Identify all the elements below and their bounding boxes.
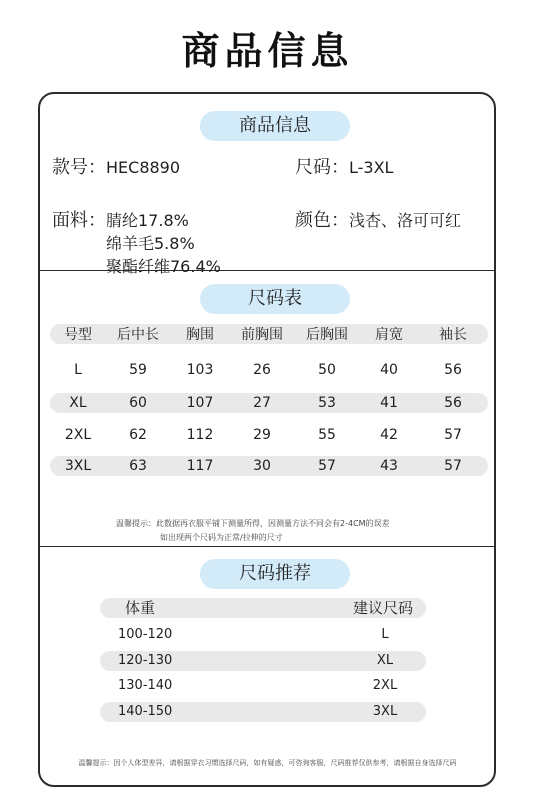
recommend-header [100,598,426,618]
table-cell: 60 [129,395,147,411]
style-number [52,153,180,179]
table-cell: 117 [186,458,214,474]
size-range-value: L-3XL [349,158,394,177]
header-cell: 胸围 [186,327,214,343]
fabric-label: 面料： [52,210,106,231]
table-cell: 29 [253,427,271,443]
table-cell: XL [69,395,87,411]
size-chart-pill: 尺码表 [200,284,350,314]
table-cell: L [74,362,82,378]
table-cell: 53 [318,395,336,411]
table-cell: 107 [186,395,214,411]
fabric-label-wrap [52,206,106,232]
fabric-line-1: 腈纶17.8% [106,211,189,230]
table-cell: 57 [444,458,462,474]
table-cell: 3XL [64,458,92,474]
style-number-value: HEC8890 [106,158,181,177]
size-chart-note-2: 如出现两个尺码为正常/拉伸的尺寸 [160,533,283,542]
header-cell: 后胸围 [306,327,348,343]
table-cell: 56 [444,362,462,378]
table-cell: 42 [380,427,398,443]
table-cell: 40 [380,362,398,378]
size-range-label: 尺码： [295,157,349,178]
table-cell: 27 [253,395,271,411]
table-cell: 2XL [64,427,92,443]
size-chart-note-1: 温馨提示：此数据再衣服平铺下测量所得，因测量方法不同会有2-4CM的误差 [116,519,390,528]
header-cell: 后中长 [117,327,159,343]
list-item [100,702,426,722]
weight-header: 体重 [125,599,156,617]
table-cell: 103 [186,362,214,378]
suggested-size-header: 建议尺码 [352,599,413,617]
size-value: 2XL [372,678,398,693]
weight-value: 120-130 [118,653,173,668]
section-divider-2 [38,546,496,547]
table-cell: 43 [380,458,398,474]
header-cell: 前胸围 [241,327,283,343]
list-item [100,625,426,645]
list-item [100,651,426,671]
size-value: 3XL [372,704,398,719]
list-item [100,676,426,696]
header-cell: 袖长 [439,327,467,343]
table-row [50,456,488,476]
table-cell: 26 [253,362,271,378]
size-value: L [381,627,389,642]
style-number-label: 款号： [52,157,106,178]
table-cell: 57 [444,427,462,443]
weight-value: 140-150 [118,704,173,719]
table-cell: 55 [318,427,336,443]
table-cell: 59 [129,362,147,378]
fabric-line-2: 绵羊毛5.8% [106,234,195,253]
fabric-line-3: 聚酯纤维76.4% [106,257,221,276]
weight-value: 130-140 [118,678,173,693]
header-cell: 肩宽 [375,327,403,343]
color-info [295,206,461,232]
color-value: 浅杏、洛可可红 [349,211,462,230]
size-chart-header [50,324,488,344]
table-row [50,360,488,380]
table-row [50,425,488,445]
size-value: XL [376,653,394,668]
page-title: 商品信息 [181,29,354,73]
table-cell: 112 [186,427,214,443]
weight-value: 100-120 [118,627,173,642]
table-cell: 57 [318,458,336,474]
table-cell: 56 [444,395,462,411]
table-cell: 41 [380,395,398,411]
table-cell: 63 [129,458,147,474]
product-info-pill: 商品信息 [200,111,350,141]
color-label: 颜色： [295,210,349,231]
size-range [295,153,393,179]
header-cell: 号型 [64,327,92,343]
table-cell: 50 [318,362,336,378]
table-cell: 30 [253,458,271,474]
footer-note: 温馨提示：因个人体型差异，请根据穿衣习惯选择尺码，如有疑惑，可咨询客服，尺码推荐仅供参考，请根据自身选择尺码 [78,759,457,767]
table-row [50,393,488,413]
size-recommend-pill: 尺码推荐 [200,559,350,589]
table-cell: 62 [129,427,147,443]
